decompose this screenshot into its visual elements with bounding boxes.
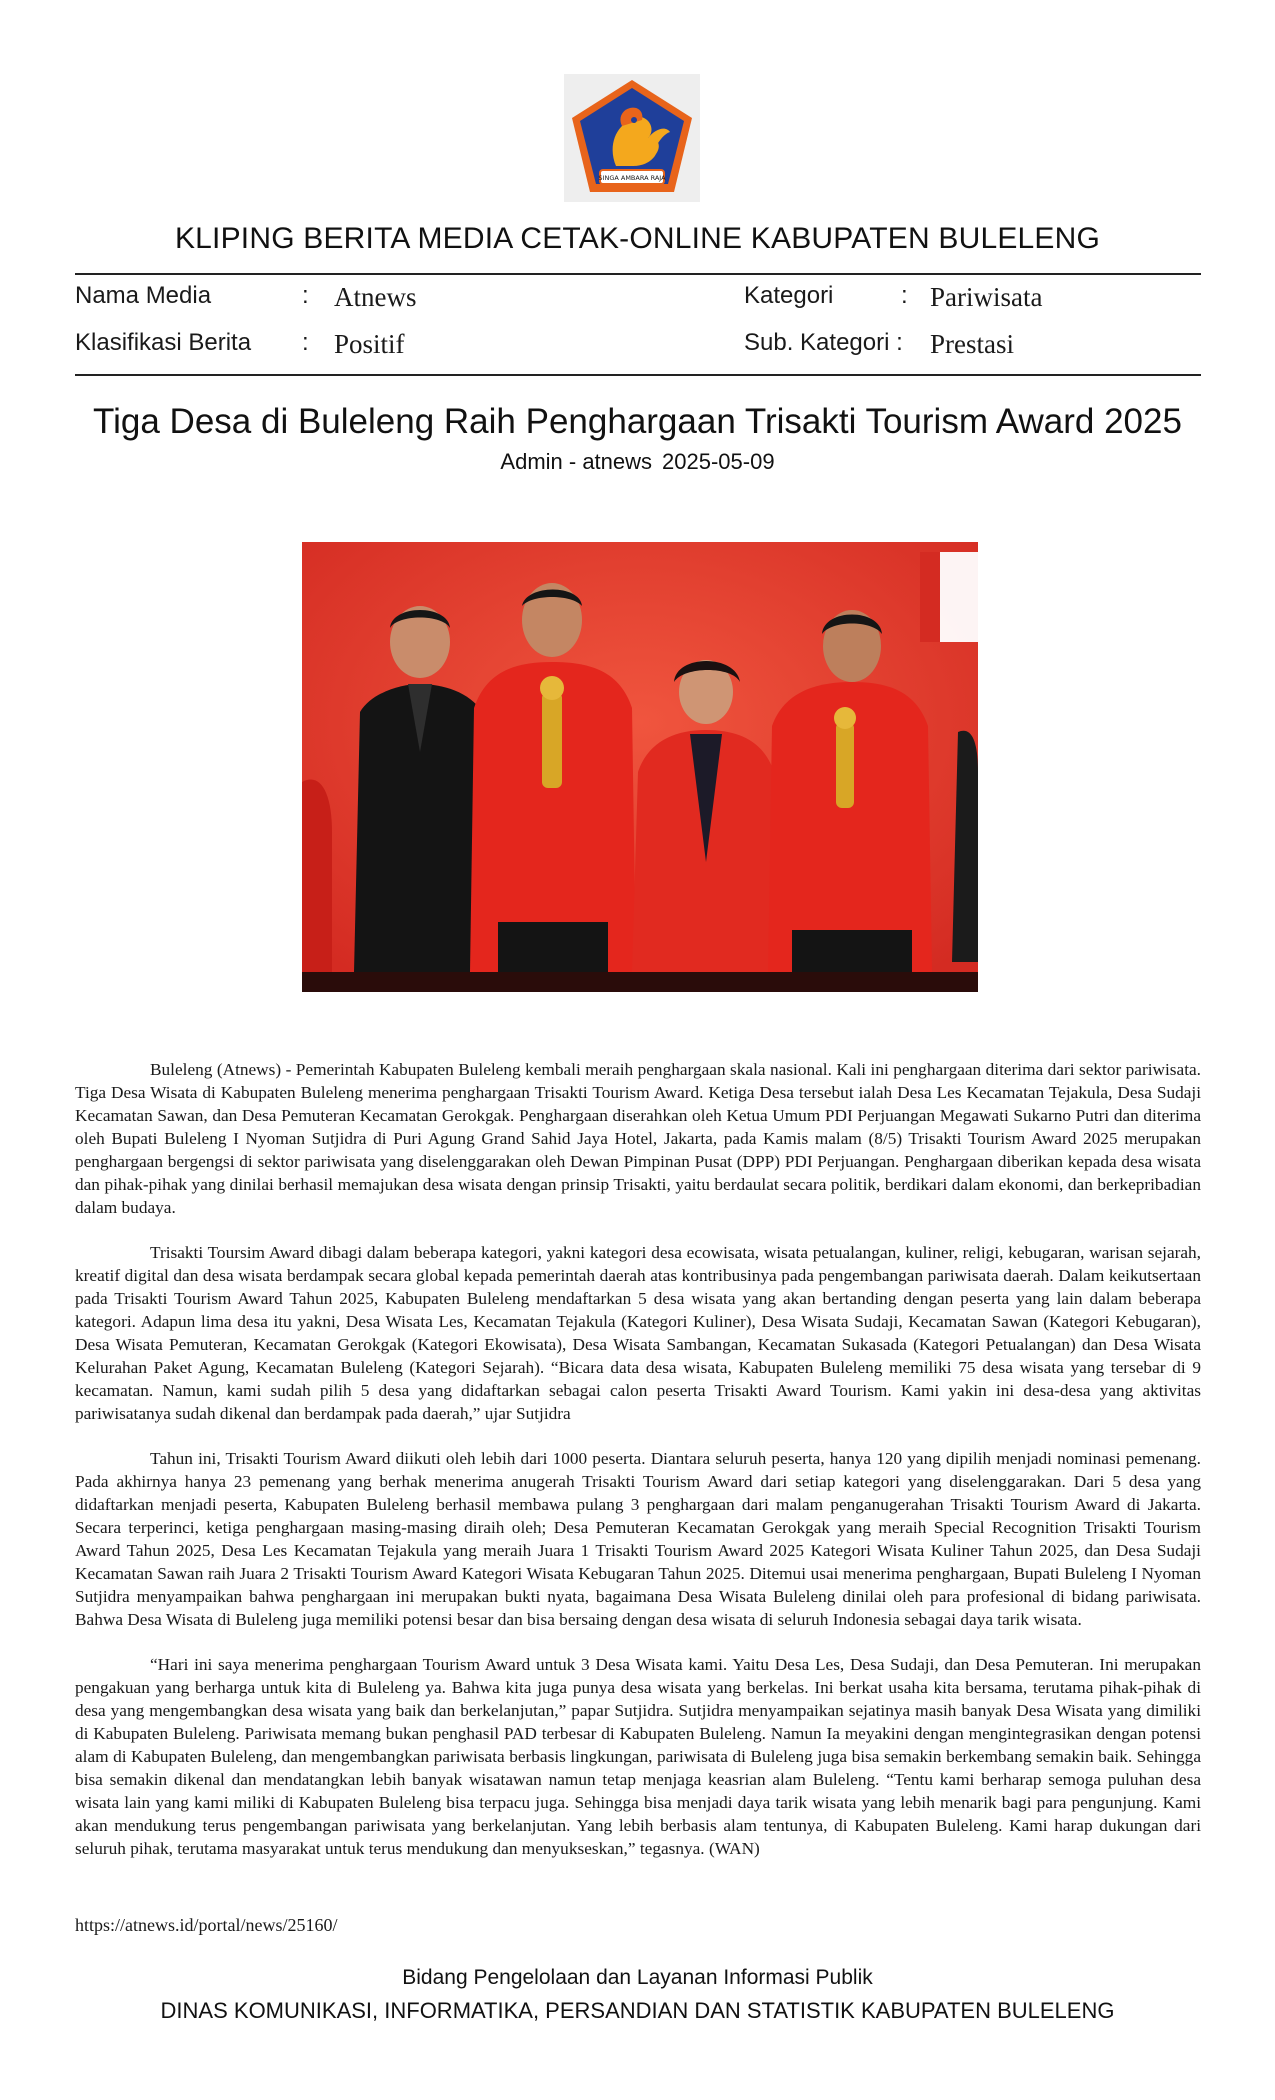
buleleng-emblem-logo	[564, 74, 700, 202]
news-date: 2025-05-09	[662, 449, 775, 474]
news-classification-value: Positif	[334, 329, 405, 359]
header-divider-bottom	[75, 374, 1201, 376]
article-paragraph: Trisakti Toursim Award dibagi dalam beberapa kategori, yakni kategori desa ecowisata, wisata petualangan, kuliner, religi, kebugaran, warisan sejarah, kreatif digital dan desa wisata berdampak secara global kepada pemerintah daerah atas kontribusinya pada pengembangan pariwisata daerah. Dalam keikutsertaan pada Trisakti Tourism Award Tahun 2025, Kabupaten Buleleng mendaftarkan 5 desa wisata yang akan bertanding dengan peserta yang lain dalam beberapa kategori. Adapun lima desa itu yakni, Desa Wisata Les, Kecamatan Tejakula (Kategori Kuliner), Desa Wisata Sudaji, Kecamatan Sawan (Kategori Kebugaran), Desa Wisata Pemuteran, Kecamatan Gerokgak (Kategori Ekowisata), Desa Wisata Sambangan, Kecamatan Sukasada (Kategori Petualangan) dan Desa Wisata Kelurahan Paket Agung, Kecamatan Buleleng (Kategori Sejarah). “Bicara data desa wisata, Kabupaten Buleleng memiliki 75 desa wisata yang tersebar di 9 kecamatan. Namun, kami sudah pilih 5 desa yang didaftarkan sebagai calon peserta Trisakti Award Tourism. Kami yakin ini desa-desa yang aktivitas pariwisatanya sudah dikenal dan berdampak pada daerah,” ujar Sutjidra	[75, 1243, 1201, 1423]
logo-motto: SINGA AMBARA RAJA	[598, 174, 666, 182]
news-headline: Tiga Desa di Buleleng Raih Penghargaan Trisakti Tourism Award 2025	[93, 402, 1182, 441]
category-value: Pariwisata	[930, 282, 1043, 312]
media-name-colon: :	[302, 282, 309, 309]
news-article-body	[75, 1058, 1201, 1882]
news-byline	[0, 449, 1275, 475]
award-ceremony-photo	[302, 542, 978, 992]
category-label: Kategori	[744, 282, 834, 309]
category-colon: :	[901, 282, 908, 309]
media-name-value: Atnews	[334, 282, 417, 312]
subcategory-value: Prestasi	[930, 329, 1014, 359]
header-divider-top	[75, 273, 1201, 275]
media-name-label: Nama Media	[75, 282, 212, 309]
footer-agency: DINAS KOMUNIKASI, INFORMATIKA, PERSANDIAN DAN STATISTIK KABUPATEN BULELENG	[160, 1998, 1115, 2023]
news-classification-label: Klasifikasi Berita	[75, 329, 252, 356]
subcategory-label: Sub. Kategori :	[744, 329, 903, 356]
news-author: Admin - atnews	[500, 449, 653, 474]
news-classification-colon: :	[302, 329, 309, 356]
article-paragraph: “Hari ini saya menerima penghargaan Tourism Award untuk 3 Desa Wisata kami. Yaitu Desa Les, Desa Sudaji, dan Desa Pemuteran. Ini merupakan pengakuan yang berharga untuk kita di Buleleng ya. Bahwa kita juga punya desa wisata yang berkelas. Ini berkat usaha kita bersama, terutama pihak-pihak di desa yang mengembangkan desa wisata yang baik dan berkelanjutan,” papar Sutjidra. Sutjidra menyampaikan sejatinya masih banyak Desa Wisata yang dimiliki di Kabupaten Buleleng. Pariwisata memang bukan penghasil PAD terbesar di Kabupaten Buleleng. Namun Ia meyakini dengan mengintegrasikan dengan potensi alam di Kabupaten Buleleng, dan mengembangkan pariwisata berbasis lingkungan, pariwisata di Buleleng juga bisa semakin berkembang semakin baik. Sehingga bisa semakin dikenal dan mendatangkan lebih banyak wisatawan namun tetap menjaga keasrian alam Buleleng. “Tentu kami berharap semoga puluhan desa wisata lain yang kami miliki di Kabupaten Buleleng bisa terpacu juga. Sehingga bisa menjadi daya tarik wisata yang lebih menarik bagi para pengunjung. Kami akan mendukung terus pengembangan pariwisata yang berkelanjutan. Yang lebih berbasis alam tentunya, di Kabupaten Buleleng. Kami harap dukungan dari seluruh pihak, terutama masyarakat untuk terus mendukung dan menyukseskan,” tegasnya. (WAN)	[75, 1655, 1201, 1858]
article-paragraph: Tahun ini, Trisakti Tourism Award diikuti oleh lebih dari 1000 peserta. Diantara seluruh peserta, hanya 120 yang dipilih menjadi nominasi pemenang. Pada akhirnya hanya 23 pemenang yang berhak menerima anugerah Trisakti Tourism Award dari setiap kategori yang diselenggarakan. Dari 5 desa yang didaftarkan menjadi peserta, Kabupaten Buleleng berhasil membawa pulang 3 penghargaan dari malam penganugerahan Trisakti Tourism Award di Jakarta. Secara terperinci, ketiga penghargaan masing-masing diraih oleh; Desa Pemuteran Kecamatan Gerokgak yang meraih Special Recognition Trisakti Tourism Award Tahun 2025, Desa Les Kecamatan Tejakula yang meraih Juara 1 Trisakti Tourism Award 2025 Kategori Wisata Kuliner Tahun 2025, dan Desa Sudaji Kecamatan Sawan raih Juara 2 Trisakti Tourism Award Kategori Wisata Kebugaran Tahun 2025. Ditemui usai menerima penghargaan, Bupati Buleleng I Nyoman Sutjidra menyampaikan bahwa penghargaan ini merupakan bukti nyata, bagaimana Desa Wisata Buleleng dinilai oleh para profesional di bidang pariwisata. Bahwa Desa Wisata di Buleleng juga memiliki potensi besar dan bisa bersaing dengan desa wisata di seluruh Indonesia sebagai daya tarik wisata.	[75, 1449, 1201, 1629]
footer-department: Bidang Pengelolaan dan Layanan Informasi Publik	[402, 1966, 873, 1989]
article-paragraph: Buleleng (Atnews) - Pemerintah Kabupaten Buleleng kembali meraih penghargaan skala nasional. Kali ini penghargaan diterima dari sektor pariwisata. Tiga Desa Wisata di Kabupaten Buleleng menerima penghargaan Trisakti Tourism Award. Ketiga Desa tersebut ialah Desa Les Kecamatan Tejakula, Desa Sudaji Kecamatan Sawan, dan Desa Pemuteran Kecamatan Gerokgak. Penghargaan diserahkan oleh Ketua Umum PDI Perjuangan Megawati Sukarno Putri dan diterima oleh Bupati Buleleng I Nyoman Sutjidra di Puri Agung Grand Sahid Jaya Hotel, Jakarta, pada Kamis malam (8/5) Trisakti Tourism Award 2025 merupakan penghargaan bergengsi di sektor pariwisata yang diselenggarakan oleh Dewan Pimpinan Pusat (DPP) PDI Perjuangan. Penghargaan diberikan kepada desa wisata dan pihak-pihak yang dinilai berhasil memajukan desa wisata dengan prinsip Trisakti, yaitu berdaulat secara politik, berdikari dalam ekonomi, dan berkepribadian dalam budaya.	[75, 1060, 1201, 1217]
clipping-header-title: KLIPING BERITA MEDIA CETAK-ONLINE KABUPATEN BULELENG	[174, 222, 1101, 255]
source-url-link[interactable]: https://atnews.id/portal/news/25160/	[75, 1915, 338, 1935]
